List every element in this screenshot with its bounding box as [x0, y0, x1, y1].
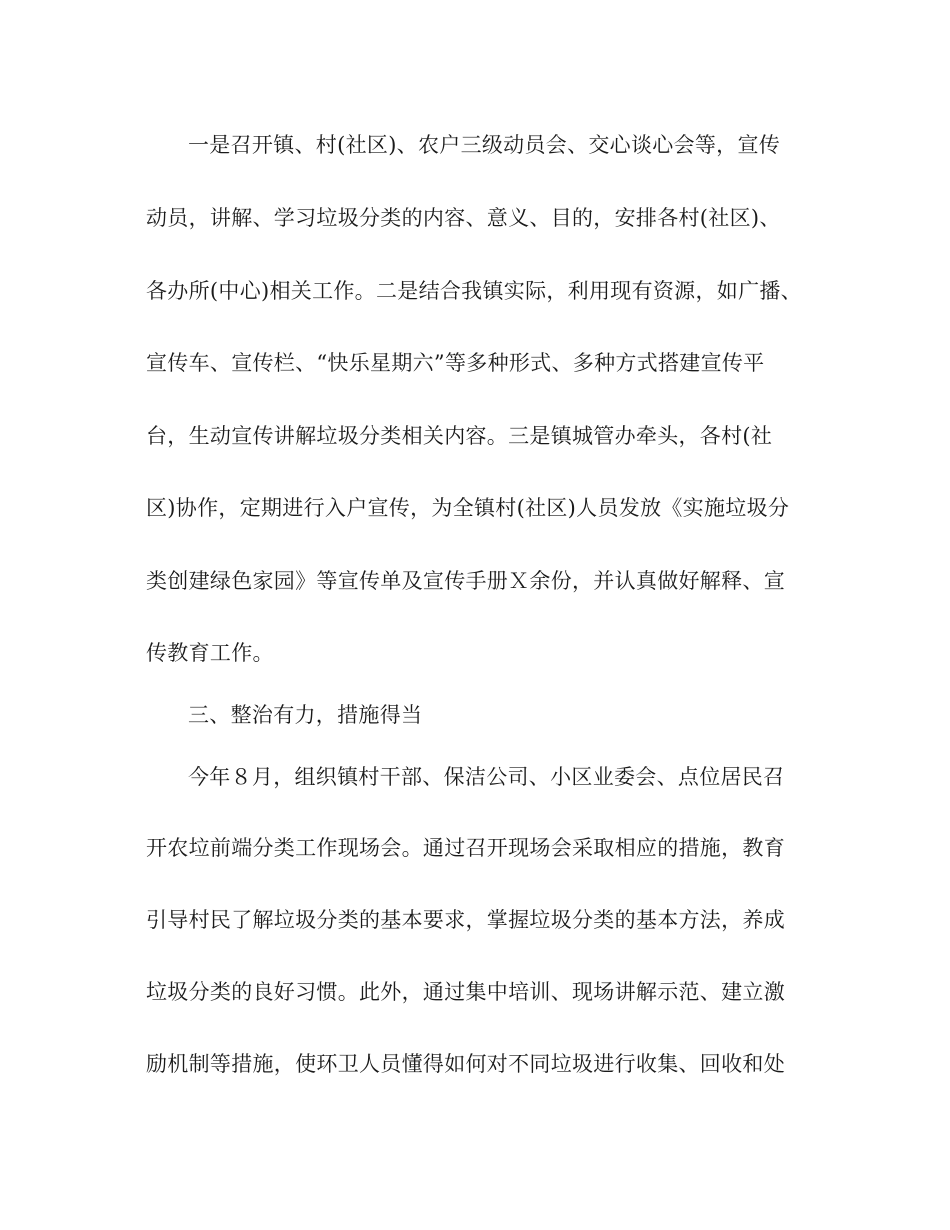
paragraph-line: 开农垃前端分类工作现场会。通过召开现场会采取相应的措施，教育 [146, 836, 785, 860]
paragraph-line: 区)协作，定期进行入户宣传，为全镇村(社区)人员发放《实施垃圾分 [146, 496, 790, 520]
paragraph-line: 今年８月，组织镇村干部、保洁公司、小区业委会、点位居民召 [188, 765, 785, 789]
paragraph-line: 励机制等措施，使环卫人员懂得如何对不同垃圾进行收集、回收和处 [146, 1052, 785, 1076]
paragraph-line: 动员，讲解、学习垃圾分类的内容、意义、目的，安排各村(社区)、 [146, 206, 781, 230]
section-heading: 三、整治有力，措施得当 [188, 703, 423, 727]
paragraph-line: 传教育工作。 [146, 641, 274, 665]
paragraph-line: 垃圾分类的良好习惯。此外，通过集中培训、现场讲解示范、建立激 [146, 980, 785, 1004]
paragraph-line: 各办所(中心)相关工作。二是结合我镇实际，利用现有资源，如广播、 [146, 279, 802, 303]
paragraph-line: 类创建绿色家园》等宣传单及宣传手册Ｘ余份，并认真做好解释、宣 [146, 569, 785, 593]
paragraph-line: 一是召开镇、村(社区)、农户三级动员会、交心谈心会等，宣传 [188, 133, 781, 157]
paragraph-line: 宣传车、宣传栏、“快乐星期六”等多种形式、多种方式搭建宣传平 [146, 351, 765, 375]
paragraph-line: 台，生动宣传讲解垃圾分类相关内容。三是镇城管办牵头，各村(社 [146, 424, 773, 448]
paragraph-line: 引导村民了解垃圾分类的基本要求，掌握垃圾分类的基本方法，养成 [146, 908, 785, 932]
